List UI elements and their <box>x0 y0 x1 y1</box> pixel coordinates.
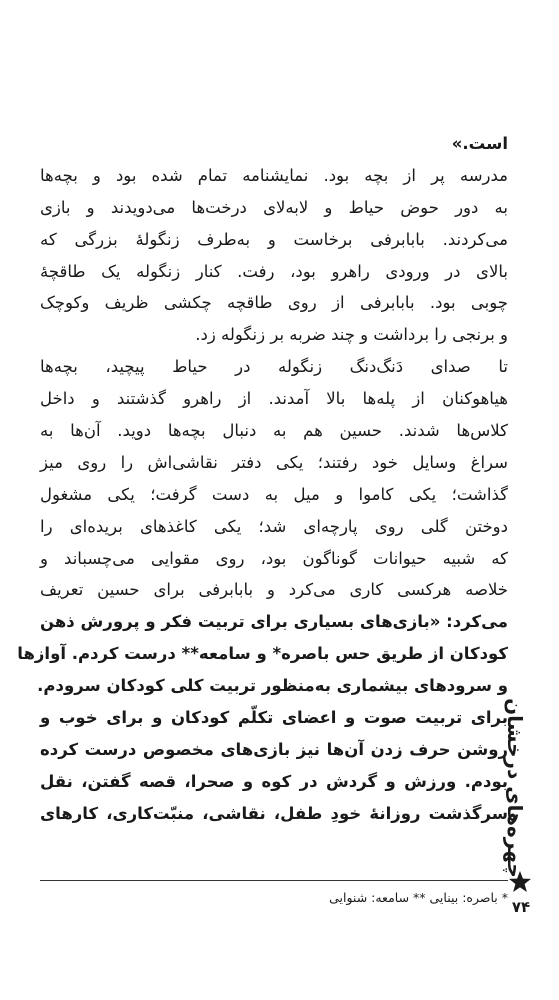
text-line: مدرسه پر از بچه بود. نمایشنامه تمام شده بود و بچه‌ها <box>40 165 508 185</box>
body-text <box>17 128 508 830</box>
text-line: می‌کردند. بابابرفی برخاست و به‌طرف زنگولهٔ بزرگی که <box>40 229 508 249</box>
running-title: چهره‌های درخشان <box>503 698 527 878</box>
footnote-divider <box>40 880 508 881</box>
text-line: کلاس‌ها شدند. حسین هم به دنبال بچه‌ها دوید. آن‌ها به <box>40 421 508 441</box>
page-number: ۷۴ <box>511 898 531 916</box>
text-line: و برنجی را برداشت و چند ضربه بر زنگوله زد. <box>195 325 508 345</box>
text-line: و سرودهای بیشماری به‌منظور تربیت کلی کودکان سرودم. <box>37 676 508 696</box>
text-line: چوبی بود. بابابرفی از روی طاقچه چکشی ظریف وکوچک <box>40 293 508 313</box>
text-line: کودکان از طریق حس باصره* و سامعه** درست کردم. آوازها <box>17 644 508 664</box>
star-icon <box>508 870 532 894</box>
text-line: گذاشت؛ یکی کاموا و میل به دست گرفت؛ یکی مشغول <box>40 484 508 504</box>
footnote: * باصره: بینایی ** سامعه: شنوایی <box>329 890 508 905</box>
text-line: هیاهوکنان از پله‌ها بالا آمدند. از راهرو گذشتند و داخل <box>40 389 508 409</box>
text-line: سراغ وسایل خود رفتند؛ یکی دفتر نقاشی‌اش را روی میز <box>40 452 508 472</box>
text-line: روشن حرف زدن آن‌ها نیز بازی‌های مخصوص درست کرده <box>40 739 508 759</box>
text-line: بودم. ورزش و گردش در کوه و صحرا، قصه گفتن، نقل <box>40 771 508 791</box>
text-line: دوختن گلی روی پارچه‌ای شد؛ یکی کاغذهای بریده‌ای را <box>40 516 508 536</box>
text-line: بالای در ورودی راهرو بود، رفت. کنار زنگوله یک طاقچهٔ <box>40 261 508 281</box>
text-line: برای تربیت صوت و اعضای تکلّم کودکان و برای خوب و <box>40 708 508 728</box>
text-line: است.» <box>451 134 508 153</box>
text-line: تا صدای دَنگ‌دنگ زنگوله در حیاط پیچید، بچه‌ها <box>40 357 508 377</box>
text-line: سرگذشت روزانهٔ خودِ طفل، نقاشی، منبّت‌کاری، کارهای <box>40 803 508 823</box>
text-line: به دور حوض حیاط و لابه‌لای درخت‌ها می‌دویدند و بازی <box>40 197 508 217</box>
text-line: که شبیه حیوانات گوناگون بود، روی مقوایی می‌چسباند و <box>40 548 508 568</box>
text-line: می‌کرد: «بازی‌های بسیاری برای تربیت فکر و پرورش ذهن <box>40 612 508 632</box>
text-line: خلاصه هرکسی کاری می‌کرد و بابابرفی برای حسین تعریف <box>40 580 508 600</box>
